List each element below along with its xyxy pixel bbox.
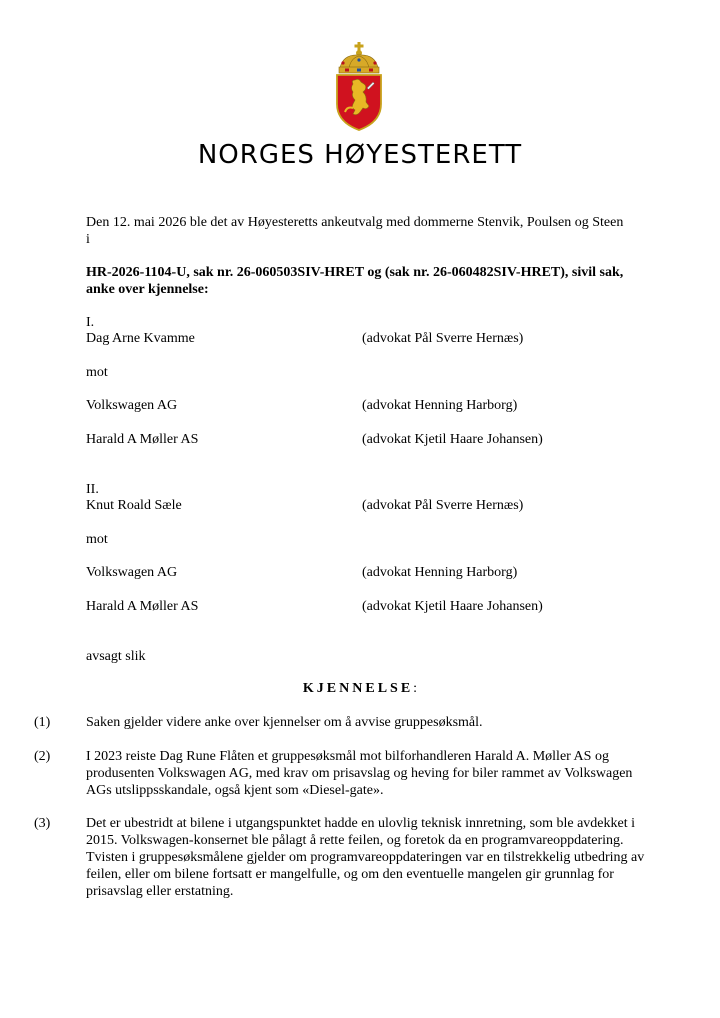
respondent-counsel: (advokat Kjetil Haare Johansen) <box>362 432 543 447</box>
paragraph-text: Saken gjelder videre anke over kjennelser om å avvise gruppesøksmål. <box>86 715 483 730</box>
respondent-name: Volkswagen AG <box>86 398 178 413</box>
respondent-name: Volkswagen AG <box>86 565 178 580</box>
respondent-name: Harald A Møller AS <box>86 432 199 447</box>
party-group-roman-i: I. <box>86 315 95 330</box>
ruling-heading-colon: : <box>413 681 418 696</box>
appellant-name: Knut Roald Sæle <box>86 498 182 513</box>
paragraph-number: (3) <box>34 816 51 831</box>
ruling-heading-text: KJENNELSE <box>302 681 414 696</box>
case-title: HR-2026-1104-U, sak nr. 26-060503SIV-HRET og (sak nr. 26-060482SIV-HRET), sivil sak, anke over kjennelse: <box>86 265 624 297</box>
appellant-name: Dag Arne Kvamme <box>86 331 195 346</box>
respondent-name: Harald A Møller AS <box>86 599 199 614</box>
avsagt-text: avsagt slik <box>86 649 146 664</box>
paragraph-text: Det er ubestridt at bilene i utgangspunktet hadde en ulovlig teknisk innretning, som ble avdekket i 2015. Volkswagen-konsernet ble pålagt å rette feilen, og foretok da en programvareoppdatering. Tvisten i gruppesøksmålene gjelder om programvareoppdateringen var en tilstrekkelig utbedring av feilen, eller om bilene fortsatt er mangelfulle, og om den eventuelle mangelen gir grunnlag for prisavslag eller erstatning. <box>86 816 645 899</box>
paragraph-number: (1) <box>34 715 51 730</box>
court-name: NORGES HØYESTERETT <box>197 140 523 170</box>
paragraph-number: (2) <box>34 749 51 764</box>
paragraph-text: I 2023 reiste Dag Rune Flåten et gruppesøksmål mot bilforhandleren Harald A. Møller AS og produsenten Volkswagen AG, med krav om prisavslag og heving for biler rammet av Volkswagen AGs utslippsskandale, også kjent som «Diesel-gate». <box>86 749 633 798</box>
appellant-counsel: (advokat Pål Sverre Hernæs) <box>362 498 524 513</box>
respondent-counsel: (advokat Henning Harborg) <box>362 398 518 413</box>
appellant-counsel: (advokat Pål Sverre Hernæs) <box>362 331 524 346</box>
mot-label: mot <box>86 532 108 547</box>
norwegian-coat-of-arms-icon <box>333 42 385 132</box>
mot-label: mot <box>86 365 108 380</box>
ruling-heading <box>0 680 720 697</box>
respondent-counsel: (advokat Henning Harborg) <box>362 565 518 580</box>
party-group-roman-ii: II. <box>86 482 99 497</box>
intro-text: Den 12. mai 2026 ble det av Høyesteretts ankeutvalg med dommerne Stenvik, Poulsen og Steen i <box>86 215 624 247</box>
respondent-counsel: (advokat Kjetil Haare Johansen) <box>362 599 543 614</box>
